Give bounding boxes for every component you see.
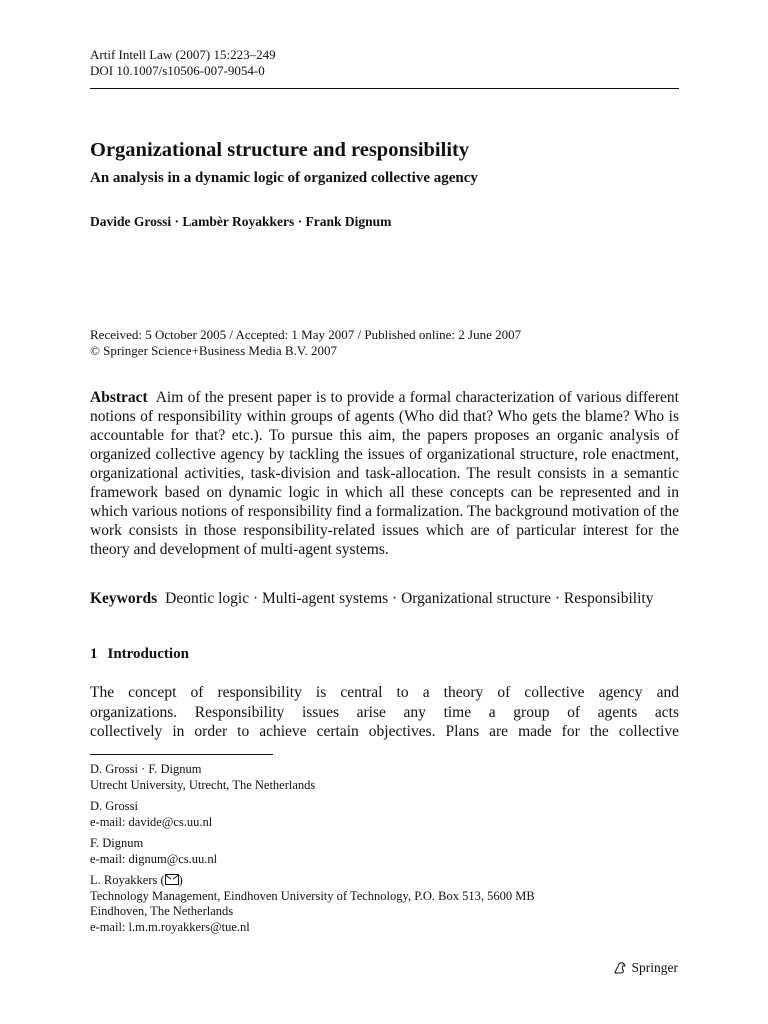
royakkers-name-line [90,873,535,889]
royakkers-email: e-mail: l.m.m.royakkers@tue.nl [90,919,250,934]
dignum-email: e-mail: dignum@cs.uu.nl [90,851,218,866]
royakkers-affiliation-1: Technology Management, Eindhoven University of Technology, P.O. Box 513, 5600 MB [90,888,535,903]
journal-doi: DOI 10.1007/s10506-007-9054-0 [90,63,265,78]
section-title: Introduction [107,646,189,662]
publisher-logo [613,960,679,976]
copyright-notice: © Springer Science+Business Media B.V. 2007 [90,343,337,358]
intro-line: The concept of responsibility is central to a theory of collective agency and [90,684,679,701]
affiliation-text: Utrecht University, Utrecht, The Netherlands [90,777,316,792]
publication-history [90,327,521,359]
journal-citation: Artif Intell Law (2007) 15:223–249 [90,47,276,62]
journal-header [90,47,276,79]
royakkers-name-close: ) [178,873,183,887]
footnote-dignum [90,836,535,867]
footnote-divider [90,754,273,755]
paper-title: Organizational structure and responsibility [90,139,470,161]
intro-line: collectively in order to achieve certain objectives. Plans are made for the collective [90,723,679,740]
header-divider [90,88,679,89]
publication-dates: Received: 5 October 2005 / Accepted: 1 May 2007 / Published online: 2 June 2007 [90,327,522,342]
grossi-name: D. Grossi [90,799,138,813]
paper-authors: Davide Grossi · Lambèr Royakkers · Frank Dignum [90,214,392,229]
section-number: 1 [90,646,98,662]
royakkers-affiliation-2: Eindhoven, The Netherlands [90,904,234,918]
grossi-email: e-mail: davide@cs.uu.nl [90,814,213,829]
keywords [90,589,679,608]
footnote-grossi [90,799,535,830]
royakkers-name: L. Royakkers ( [90,873,165,887]
affiliation-names: D. Grossi · F. Dignum [90,762,202,776]
keywords-text: Deontic logic · Multi-agent systems · Organizational structure · Responsibility [165,590,654,607]
abstract-label: Abstract [90,389,148,406]
author-footnotes [90,762,535,941]
intro-line: organizations. Responsibility issues arise any time a group of agents acts [90,703,679,721]
dignum-name: F. Dignum [90,836,144,850]
footnote-affiliation [90,762,535,793]
abstract [90,388,679,559]
abstract-text: Aim of the present paper is to provide a formal characterization of various different notions of responsibility within groups of agents (Who did that? Who gets the blame? Who is accountable for that? etc.). To pursue this aim, the papers proposes an organic analysis of organized collective agency by tackling the issues of organizational structure, role enactment, organizational activities, task-division and task-allocation. The result consists in a semantic framework based on dynamic logic in which all these concepts can be represented and in which various notions of responsibility find a formalization. The background motivation of the work consists in those responsibility-related issues which are of particular interest for the theory and development of multi-agent systems. [90,389,679,558]
springer-horse-icon [613,961,627,975]
keywords-label: Keywords [90,590,158,607]
footnote-royakkers [90,873,535,935]
section-heading [90,646,189,663]
paper-subtitle: An analysis in a dynamic logic of organized collective agency [90,170,478,186]
publisher-name: Springer [631,960,678,975]
intro-paragraph [90,683,679,742]
envelope-icon [165,874,179,885]
